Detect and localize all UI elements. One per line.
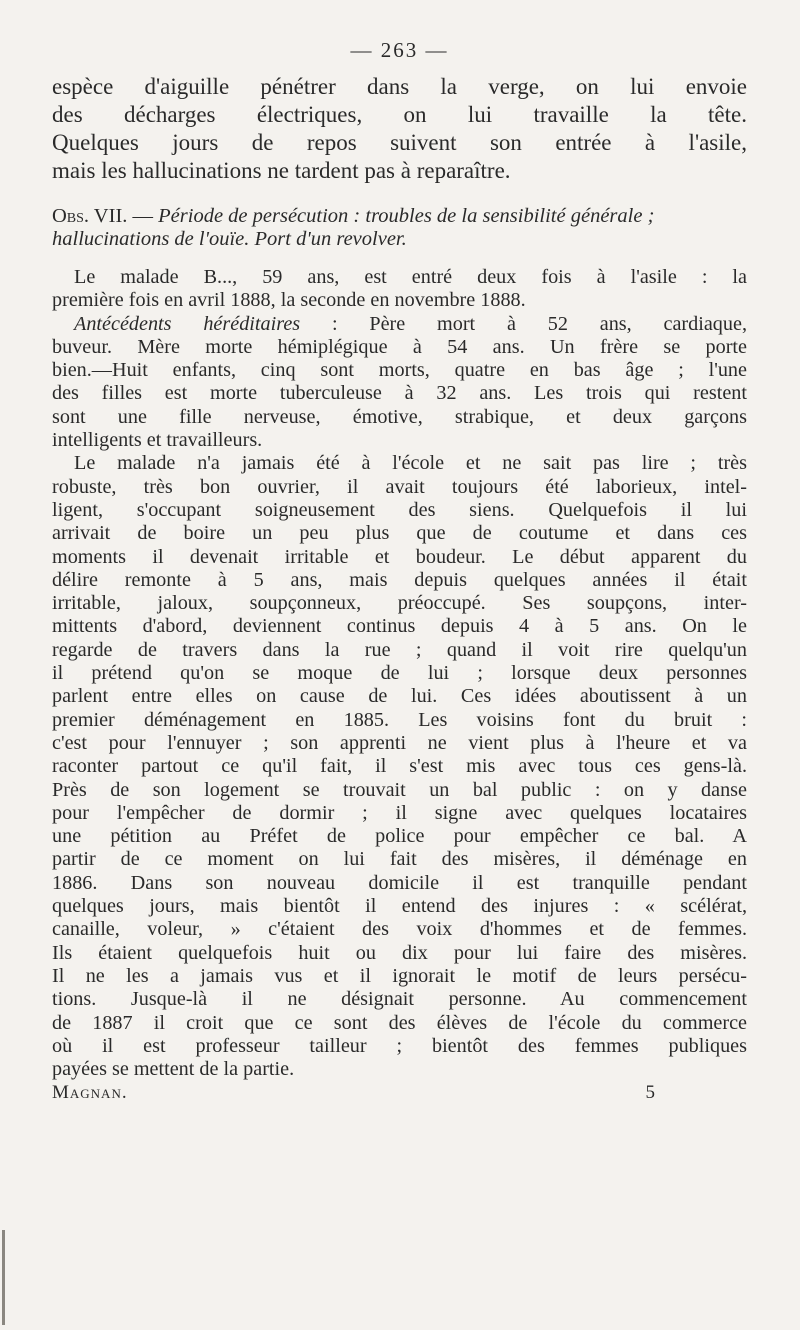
body-line: quelques jours, mais bientôt il entend des injures : « scélérat, [52, 895, 747, 918]
body-line: buveur. Mère morte hémiplégique à 54 ans. Un frère se porte [52, 335, 747, 358]
lead-paragraph [52, 73, 747, 185]
body-line: parlent entre elles on cause de lui. Ces idées aboutissent à un [52, 685, 747, 708]
body-line: partir de ce moment on lui fait des misères, il déménage en [52, 848, 747, 871]
body-line: canaille, voleur, » c'étaient des voix d'hommes et de femmes. [52, 918, 747, 941]
body-line: une pétition au Préfet de police pour empêcher ce bal. A [52, 825, 747, 848]
body-line: regarde de travers dans la rue ; quand il voit rire quelqu'un [52, 638, 747, 661]
body-line: tions. Jusque-là il ne désignait personne. Au commencement [52, 988, 747, 1011]
body-line: bien.—Huit enfants, cinq sont morts, quatre en bas âge ; l'une [52, 359, 747, 382]
text-line: espèce d'aiguille pénétrer dans la verge, on lui envoie [52, 74, 747, 99]
text-line: des décharges électriques, on lui travaille la tête. [52, 102, 747, 127]
body-line: intelligents et travailleurs. [52, 429, 263, 452]
antecedents-heading: Antécédents héréditaires [74, 312, 332, 335]
body-line: sont une fille nerveuse, émotive, strabique, et deux garçons [52, 405, 747, 428]
body-line: raconter partout ce qu'il fait, il s'est mis avec tous ces gens-là. [52, 755, 747, 778]
body-line: irritable, jaloux, soupçonneux, préoccupé. Ses soupçons, inter- [52, 592, 747, 615]
body-line: mittents d'abord, deviennent continus depuis 4 à 5 ans. On le [52, 615, 747, 638]
observation-dash: — [127, 205, 159, 227]
page-edge-mark [2, 1230, 5, 1325]
body-line: Le malade n'a jamais été à l'école et ne sait pas lire ; très [74, 452, 747, 475]
page-footer [52, 1081, 747, 1104]
text-line: Quelques jours de repos suivent son entrée à l'asile, [52, 130, 747, 155]
observation-heading [52, 205, 747, 251]
signature-mark: Magnan. [52, 1082, 128, 1104]
book-page [52, 38, 747, 1104]
body-line: premier déménagement en 1885. Les voisins font du bruit : [52, 708, 747, 731]
body-line: Le malade B..., 59 ans, est entré deux fois à l'asile : la [74, 266, 747, 288]
body-line: de 1887 il croit que ce sont des élèves de l'école du commerce [52, 1011, 747, 1034]
body-line: où il est professeur tailleur ; bientôt des femmes publiques [52, 1034, 747, 1057]
body-line: 1886. Dans son nouveau domicile il est tranquille pendant [52, 871, 747, 894]
body-line: Antécédents héréditaires : Père mort à 52 ans, cardiaque, [74, 312, 747, 335]
body-line: c'est pour l'ennuyer ; son apprenti ne vient plus à l'heure et va [52, 731, 747, 754]
body-line: il prétend qu'on se moque de lui ; lorsque deux personnes [52, 662, 747, 685]
body-line: première fois en avril 1888, la seconde en novembre 1888. [52, 289, 526, 312]
body-line: des filles est morte tuberculeuse à 32 ans. Les trois qui restent [52, 382, 747, 405]
observation-label: Obs. VII. [52, 205, 128, 227]
body-line: Près de son logement se trouvait un bal public : on y danse [52, 778, 747, 801]
body-line: délire remonte à 5 ans, mais depuis quelques années il était [52, 568, 747, 591]
body-line: payées se mettent de la partie. [52, 1058, 295, 1081]
body-line: ligent, s'occupant soigneusement des siens. Quelquefois il lui [52, 498, 747, 521]
text-line: mais les hallucinations ne tardent pas à reparaître. [52, 158, 511, 183]
body-line: Il ne les a jamais vus et il ignorait le motif de leurs persécu- [52, 964, 747, 987]
body-line: arrivait de boire un peu plus que de coutume et dans ces [52, 522, 747, 545]
body-line: moments il devenait irritable et boudeur. Le début apparent du [52, 545, 747, 568]
body-line: robuste, très bon ouvrier, il avait toujours été laborieux, intel- [52, 475, 747, 498]
observation-title: Période de persécution : troubles de la sensibilité générale ; hallucinations de l'ouïe. Port d'un revolver. [52, 205, 655, 250]
body-line: Ils étaient quelquefois huit ou dix pour lui faire des misères. [52, 941, 747, 964]
page-number: — 263 — [350, 38, 449, 62]
observation-body [52, 266, 747, 1081]
sheet-number: 5 [645, 1082, 655, 1104]
body-line: pour l'empêcher de dormir ; il signe avec quelques locataires [52, 801, 747, 824]
